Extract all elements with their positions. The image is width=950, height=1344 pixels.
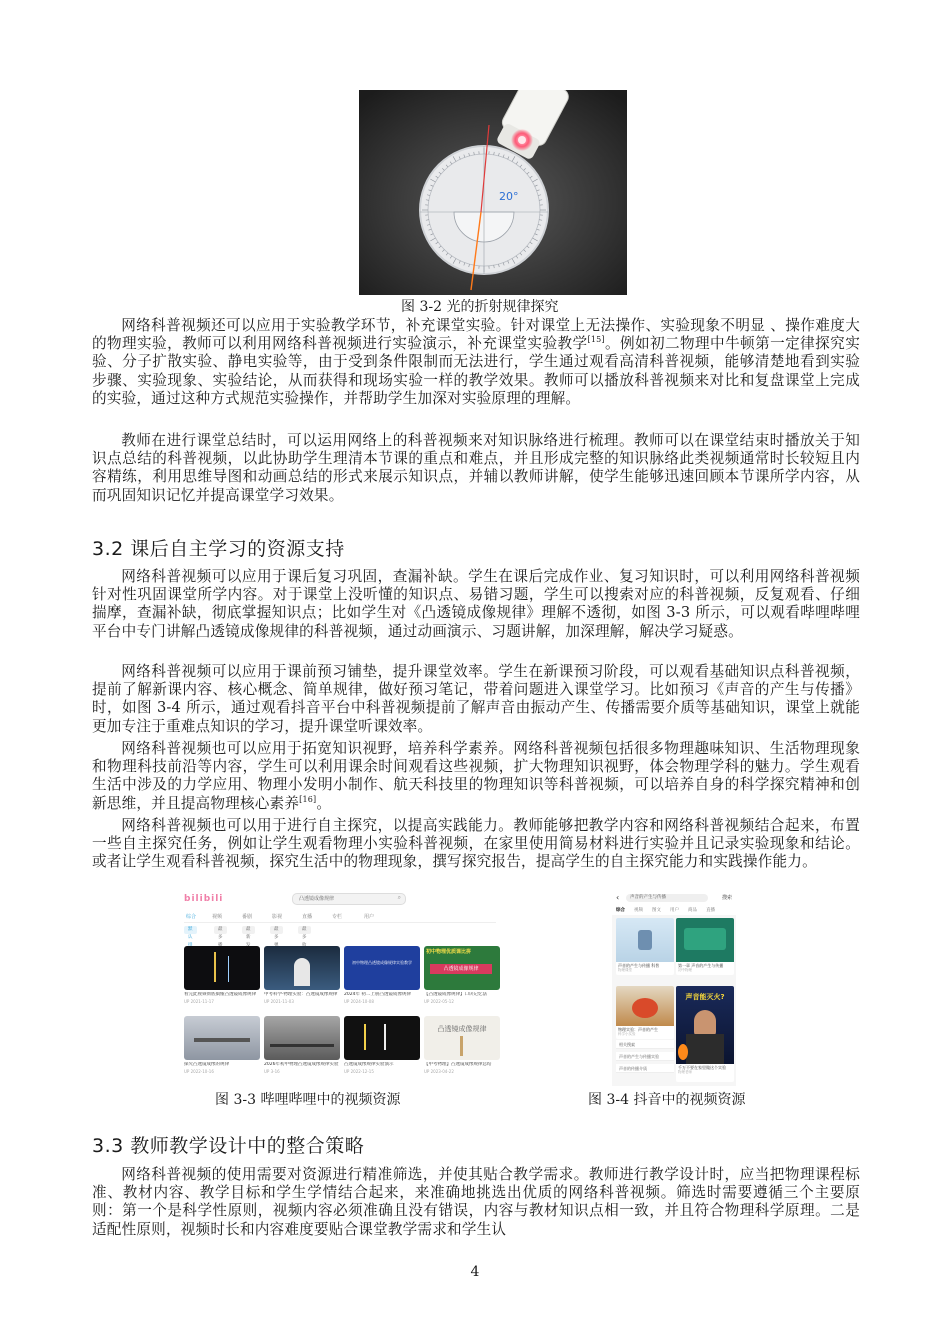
- paragraph-broaden-vision: 网络科普视频也可以应用于拓宽知识视野，培养科学素养。网络科普视频包括很多物理趣味知识、生活物理现象和物理科技前沿等内容，学生可以利用课余时间观看这些视频，扩大物理知识视野，体会物理学科的魅力。学生观看生活中涉及的力学应用、物理小发明小制作、航天科技里的物理知识等科普视频，可以培养自身的科学探究精神和创新思维，并且提高物理核心素养[16]。: [92, 740, 860, 812]
- douyin-top-bar: [612, 890, 736, 906]
- bilibili-tab-all[interactable]: 综合: [186, 914, 197, 920]
- video-card[interactable]: 凸透镜成像规律实验演示 UP 2022-12-15: [344, 1016, 420, 1074]
- section-heading-3-3: 3.3 教师教学设计中的整合策略: [92, 1135, 365, 1157]
- video-thumbnail: 初中物理凸透镜成像规律实验教学: [344, 946, 420, 990]
- figure-3-3-bilibili-screenshot: [180, 890, 500, 1088]
- section-heading-3-2: 3.2 课后自主学习的资源支持: [92, 538, 345, 560]
- paragraph-review-consolidation: 网络科普视频可以应用于课后复习巩固，查漏补缺。学生在课后完成作业、复习知识时，可以利用网络科普视频针对性巩固课堂所学内容。对于课堂上没听懂的知识点、易错习题，学生可以搜索对应的科普视频，反复观看、仔细揣摩，查漏补缺，彻底掌握知识点；比如学生对《凸透镜成像规律》理解不透彻，如图 3-3 所示，可以观看哔哩哔哩平台中专门讲解凸透镜成像规律的科普视频，通过动画演示、习题讲解，加深理解，解决学习疑惑。: [92, 568, 860, 640]
- douyin-video-card[interactable]: 物理实验：声音的产生 科学小实验: [616, 986, 674, 1039]
- bilibili-tab-live[interactable]: 直播: [302, 914, 313, 920]
- douyin-video-card[interactable]: 第一章 声音的产生与传播 初中物理: [676, 918, 734, 975]
- paragraph-class-summary: 教师在进行课堂总结时，可以运用网络上的科普视频来对知识脉络进行梳理。教师可以在课堂结束时播放关于知识点总结的科普视频，以此协助学生理清本节课的重点和难点，并且形成完整的知识脉络此类视频通常时长较短且内容精练，利用思维导图和动画总结的形式来展示知识点，并辅以教师讲解，使学生能够迅速回顾本节课所学内容，从而巩固知识记忆并提高课堂学习效果。: [92, 432, 860, 504]
- douyin-video-card[interactable]: 声音的产生与传播 科普 物理课堂: [616, 918, 674, 975]
- bilibili-tab-video[interactable]: 视频: [212, 914, 223, 920]
- bilibili-filter-most-played[interactable]: 最多: [214, 926, 227, 934]
- page-number: 4: [470, 1264, 480, 1280]
- bilibili-logo: bilibili: [184, 894, 224, 904]
- video-thumbnail: [616, 986, 674, 1026]
- douyin-tab-video[interactable]: 视频: [634, 908, 643, 913]
- video-thumbnail: [264, 946, 340, 990]
- refraction-angle-label: 20°: [499, 190, 519, 203]
- video-thumbnail: [184, 946, 260, 990]
- video-card[interactable]: 2026年初中物理凸透镜成像规律实验 UP 3-16: [264, 1016, 340, 1074]
- douyin-video-card[interactable]: 声音能灭火? 千万不要在家里做这个实验 物理老师: [676, 986, 734, 1082]
- douyin-tab-user[interactable]: 用户: [670, 908, 679, 913]
- douyin-related-item[interactable]: 声音的传播介质: [616, 1064, 674, 1073]
- video-card[interactable]: 凸透镜成像规律 【中考物理】凸透镜成像规律总结 UP 2023-04-22: [424, 1016, 500, 1074]
- bilibili-search-box[interactable]: [292, 893, 406, 905]
- paragraph-resource-selection: 网络科普视频的使用需要对资源进行精准筛选，并使其贴合教学需求。教师进行教学设计时，应当把物理课程标准、教材内容、教学目标和学生学情结合起来，来准确地挑选出优质的网络科普视频。筛选时需要遵循三个主要原则：第一个是科学性原则，视频内容必须准确且没有错误，内容与教材知识点相一致，并且符合物理科学原理。二是适配性原则，视频时长和内容难度要贴合课堂教学需求和学生认: [92, 1166, 860, 1238]
- video-card[interactable]: 看完此视频彻底搞懂凸透镜成像规律 UP 2021-11-17: [184, 946, 260, 1004]
- figure-3-2-caption: 图 3-2 光的折射规律探究: [401, 299, 559, 315]
- search-icon[interactable]: ⌕: [397, 894, 401, 901]
- figure-3-3-caption: 图 3-3 哔哩哔哩中的视频资源: [215, 1092, 401, 1108]
- video-thumbnail: [184, 1016, 260, 1060]
- bilibili-tab-user[interactable]: 用户: [364, 914, 375, 920]
- citation-15: [15]: [587, 335, 605, 345]
- video-card[interactable]: 初中物理凸透镜成像规律实验教学 2024年 初二上册凸透镜成像规律 UP 2024-10-08: [344, 946, 420, 1004]
- bilibili-filter-most-favorites[interactable]: 最多: [298, 926, 311, 934]
- video-thumbnail: [676, 918, 734, 962]
- figure-3-4-caption: 图 3-4 抖音中的视频资源: [588, 1092, 746, 1108]
- paragraph-experiment-teaching: 网络科普视频还可以应用于实验教学环节，补充课堂实验。针对课堂上无法操作、实验现象不明显 、操作难度大的物理实验，教师可以利用网络科普视频进行实验演示，补充课堂实验教学[15]。例如初二物理中牛顿第一定律探究实验、分子扩散实验、静电实验等，由于受到条件限制而无法进行，学生通过观看高清科普视频，能够清楚地看到实验步骤、实验现象、实验结论，从而获得和现场实验一样的教学效果。教师可以播放科普视频来对比和复盘课堂上完成的实验，通过这种方式规范实验操作，并帮助学生加深对实验原理的理解。: [92, 317, 860, 407]
- video-card[interactable]: 探究凸透镜成像的规律 UP 2022-10-16: [184, 1016, 260, 1074]
- video-thumbnail: [264, 1016, 340, 1060]
- douyin-search-button[interactable]: 搜索: [721, 895, 732, 901]
- paragraph-autonomous-inquiry: 网络科普视频也可以用于进行自主探究，以提高实践能力。教师能够把教学内容和网络科普视频结合起来，布置一些自主探究任务，例如让学生观看物理小实验科普视频，在家里使用简易材料进行实验并且记录实验现象和结论。或者让学生观看科普视频，探究生活中的物理现象，撰写探究报告，提高学生的自主探究能力和实践操作能力。: [92, 817, 860, 871]
- bilibili-filter-default[interactable]: 默认: [184, 926, 197, 934]
- paragraph-preview: 网络科普视频可以应用于课前预习铺垫，提升课堂效率。学生在新课预习阶段，可以观看基础知识点科普视频，提前了解新课内容、核心概念、简单规律，做好预习笔记，带着问题进入课堂学习。比如预习《声音的产生与传播》时，如图 3-4 所示，通过观看抖音平台中科普视频提前了解声音由振动产生、传播需要介质等基础知识，课堂上就能更加专注于重难点知识的学习，提升课堂听课效率。: [92, 663, 860, 735]
- douyin-related-item[interactable]: 声音的产生与传播实验: [616, 1052, 674, 1061]
- douyin-related-title: 相关搜索: [616, 1040, 674, 1049]
- douyin-tab-bar: [612, 906, 736, 915]
- bilibili-search-text: 凸透镜成像规律: [299, 896, 335, 902]
- back-arrow-icon[interactable]: ‹: [616, 893, 620, 902]
- figure-3-4-douyin-screenshot: [612, 890, 736, 1086]
- figure-3-2-refraction-photo: [359, 90, 627, 295]
- citation-16: [16]: [299, 794, 317, 804]
- video-thumbnail: 声音能灭火?: [676, 986, 734, 1064]
- video-thumbnail: 凸透镜成像规律: [424, 1016, 500, 1060]
- video-thumbnail: 初中物理优质课比拼 凸透镜成像规律: [424, 946, 500, 990]
- video-card[interactable]: 中考科学·物理实验：凸透镜成像规律 UP 2021-11-03: [264, 946, 340, 1004]
- douyin-tab-live[interactable]: 直播: [706, 908, 715, 913]
- video-card[interactable]: 初中物理优质课比拼 凸透镜成像规律 【凸透镜成像规律】口诀记忆法 UP 2022-05-12: [424, 946, 500, 1004]
- bilibili-tab-bangumi[interactable]: 番剧: [242, 914, 253, 920]
- refraction-experiment-illustration: [359, 90, 627, 295]
- douyin-tab-goods[interactable]: 商品: [688, 908, 697, 913]
- bilibili-filter-newest[interactable]: 最新: [242, 926, 255, 934]
- bilibili-tab-bar: [184, 912, 496, 923]
- bilibili-tab-film[interactable]: 影视: [272, 914, 283, 920]
- douyin-search-box[interactable]: 声音的产生与传播: [626, 894, 708, 902]
- video-thumbnail: [344, 1016, 420, 1060]
- bilibili-tab-column[interactable]: 专栏: [332, 914, 343, 920]
- video-thumbnail: [616, 918, 674, 962]
- douyin-tab-all[interactable]: 综合: [616, 908, 625, 913]
- douyin-tab-article[interactable]: 图文: [652, 908, 661, 913]
- bilibili-filter-most-danmaku[interactable]: 最多: [270, 926, 283, 934]
